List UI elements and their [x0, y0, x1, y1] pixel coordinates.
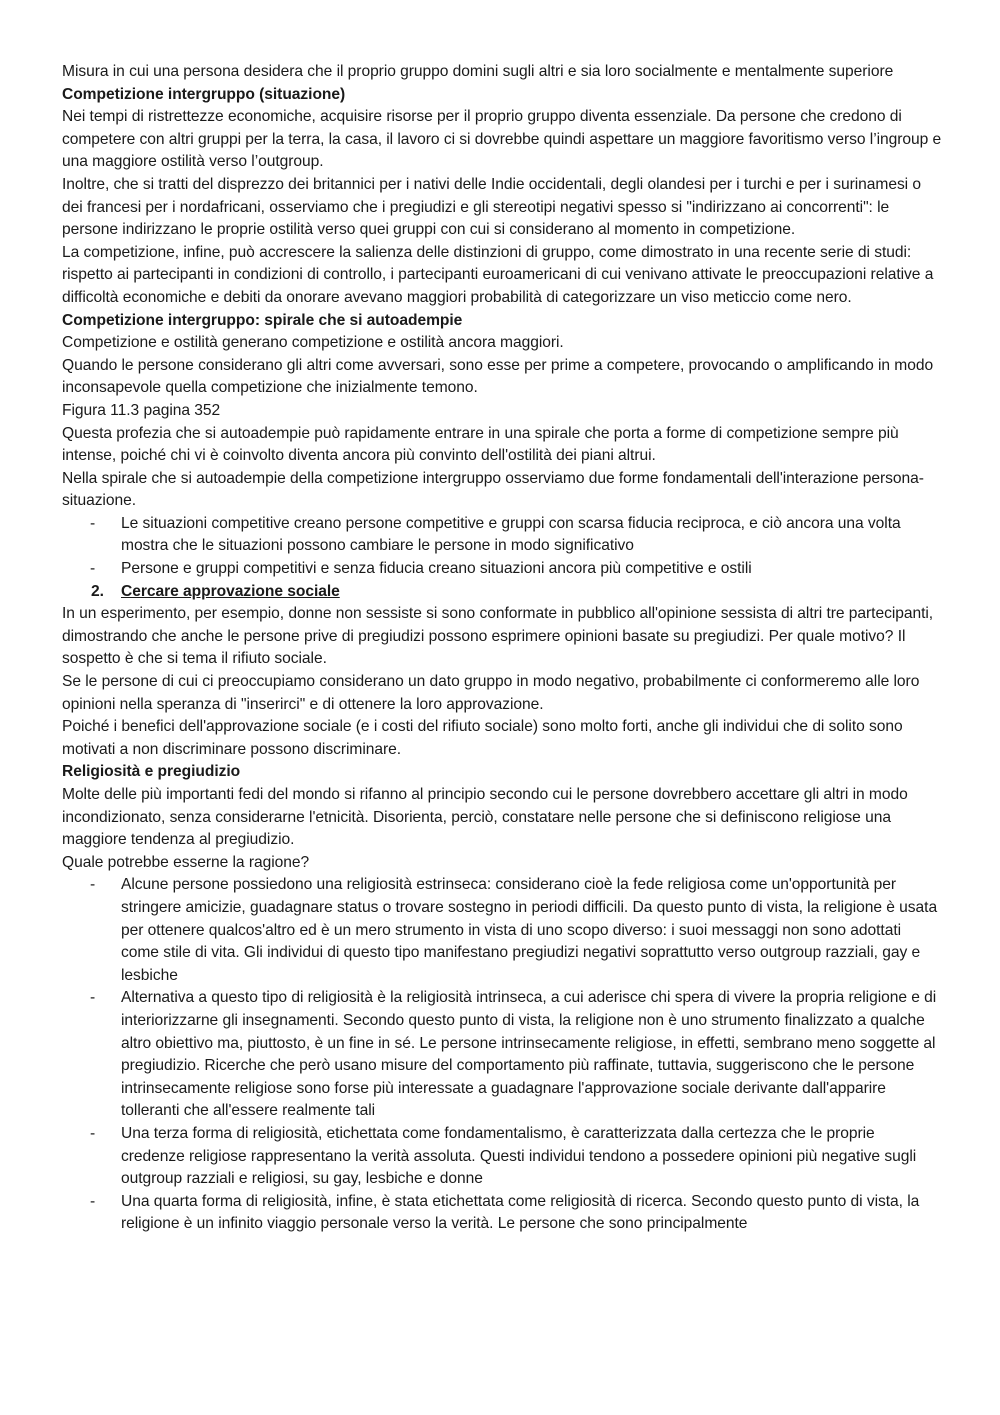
dash-bullet: -	[90, 514, 96, 532]
list-item	[62, 1123, 942, 1191]
paragraph: Quando le persone considerano gli altri come avversari, sono esse per prime a competere, provocando o amplificando in modo inconsapevole quella competizione che inizialmente temono.	[62, 356, 934, 397]
intro-paragraph: Misura in cui una persona desidera che il proprio gruppo domini sugli altri e sia loro socialmente e mentalmente superiore	[62, 63, 894, 80]
list-item	[62, 987, 942, 1123]
dash-bullet: -	[90, 560, 96, 578]
paragraph: Inoltre, che si tratti del disprezzo dei britannici per i nativi delle Indie occidentali, degli olandesi per i turchi e per i surinamesi o dei francesi per i nordafricani, osserviamo che i pregiudizi e gli stereotipi negativi spesso si "indirizzano ai concorrenti": le persone indirizzano le proprie ostilità verso quei gruppi con cui si considerano al momento in competizione.	[62, 175, 922, 239]
heading-title: Cercare approvazione sociale	[121, 582, 340, 600]
list-item-text: Alternativa a questo tipo di religiosità è la religiosità intrinseca, a cui aderisce chi spera di vivere la propria religione e di interiorizzarne gli insegnamenti. Secondo questo punto di vista, la religione non è uno strumento finalizzato a qualche altro obiettivo ma, piuttosto, è un fine in sé. Le persone intrinsecamente religiose, in effetti, sembrano meno soggette al pregiudizio. Ricerche che però usano misure del comportamento più raffinate, tuttavia, suggeriscono che le persone intrinsecamente religiose sono forse più interessate a guadagnare l'approvazione sociale derivante dall'apparire tolleranti che all'essere realmente tali	[121, 989, 937, 1120]
bullet-list	[62, 874, 942, 1236]
dash-bullet: -	[90, 1192, 96, 1210]
paragraph: Quale potrebbe esserne la ragione?	[62, 853, 310, 871]
figure-reference: Figura 11.3 pagina 352	[62, 401, 221, 419]
list-item-text: Le situazioni competitive creano persone competitive e gruppi con scarsa fiducia reciproca, e ciò ancora una volta mostra che le situazioni possono cambiare le persone in modo significativo	[121, 514, 901, 555]
dash-bullet: -	[90, 1124, 96, 1142]
list-item	[62, 513, 942, 558]
paragraph: Se le persone di cui ci preoccupiamo considerano un dato gruppo in modo negativo, probabilmente ci conformeremo alle loro opinioni nella speranza di "inserirci" e di ottenere la loro approvazione.	[62, 673, 920, 713]
list-item-text: Una terza forma di religiosità, etichettata come fondamentalismo, è caratterizzata dalla certezza che le proprie credenze religiose rappresentano la verità assoluta. Questi individui tendono a possedere opinioni più negative sugli outgroup razziali e religiosi, su gay, lesbiche e donne	[121, 1124, 917, 1188]
paragraph: La competizione, infine, può accrescere la salienza delle distinzioni di gruppo, come dimostrato in una recente serie di studi: rispetto ai partecipanti in condizioni di controllo, i partecipanti euroamericani di cui venivano attivate le preoccupazioni relative a difficoltà economiche e debiti da onorare avevano maggiori probabilità di categorizzare un viso meticcio come nero.	[62, 243, 934, 306]
paragraph: Questa profezia che si autoadempie può rapidamente entrare in una spirale che porta a forme di competizione sempre più intense, poiché chi vi è coinvolto diventa ancora più convinto dell'ostilità dei piani altrui.	[62, 424, 899, 465]
paragraph: Nella spirale che si autoadempie della competizione intergruppo osserviamo due forme fondamentali dell'interazione persona-situazione.	[62, 469, 924, 510]
list-item	[62, 1191, 942, 1236]
heading-number: 2.	[91, 582, 104, 600]
bullet-list	[62, 513, 942, 581]
dash-bullet: -	[90, 989, 96, 1007]
list-item	[62, 874, 942, 987]
list-item-text: Alcune persone possiedono una religiosità estrinseca: considerano cioè la fede religiosa come un'opportunità per stringere amicizie, guadagnare status o trovare sostegno in periodi difficili. Da questo punto di vista, la religione è usata per ottenere qualcos'altro ed è un mero strumento in vista di uno scopo diverso: i suoi messaggi non sono adottati come stile di vita. Gli individui di questo tipo manifestano pregiudizi negativi soprattutto verso outgroup razziali, gay e lesbiche	[121, 876, 938, 984]
document-page	[62, 61, 942, 1236]
list-item	[62, 558, 942, 581]
list-item-text: Persone e gruppi competitivi e senza fiducia creano situazioni ancora più competitive e ostili	[121, 560, 752, 578]
paragraph: Nei tempi di ristrettezze economiche, acquisire risorse per il proprio gruppo diventa essenziale. Da persone che credono di competere con altri gruppi per la terra, la casa, il lavoro ci si dovrebbe quindi aspettare un maggiore favoritismo verso l’ingroup e una maggiore ostilità verso l’outgroup.	[62, 108, 942, 171]
section-heading-spirale: Competizione intergruppo: spirale che si autoadempie	[62, 311, 463, 329]
paragraph: Poiché i benefici dell'approvazione sociale (e i costi del rifiuto sociale) sono molto forti, anche gli individui che di solito sono motivati a non discriminare possono discriminare.	[62, 718, 903, 758]
dash-bullet: -	[90, 876, 96, 894]
section-heading-competizione-situazione: Competizione intergruppo (situazione)	[62, 85, 346, 103]
list-item-text: Una quarta forma di religiosità, infine, è stata etichettata come religiosità di ricerca. Secondo questo punto di vista, la religione è un infinito viaggio personale verso la verità. Le persone che sono principalmente	[121, 1192, 920, 1233]
paragraph: Competizione e ostilità generano competizione e ostilità ancora maggiori.	[62, 334, 564, 352]
paragraph: Molte delle più importanti fedi del mondo si rifanno al principio secondo cui le persone dovrebbero accettare gli altri in modo incondizionato, senza considerarne l'etnicità. Disorienta, perciò, constatare nelle persone che si definiscono religiose una maggiore tendenza al pregiudizio.	[62, 786, 908, 849]
numbered-heading-approvazione-sociale	[62, 581, 942, 604]
section-heading-religiosita: Religiosità e pregiudizio	[62, 763, 241, 781]
paragraph: In un esperimento, per esempio, donne non sessiste si sono conformate in pubblico all'opinione sessista di altri tre partecipanti, dimostrando che anche le persone prive di pregiudizi possono esprimere opinioni basate su pregiudizi. Per quale motivo? Il sospetto è che si tema il rifiuto sociale.	[62, 605, 934, 668]
